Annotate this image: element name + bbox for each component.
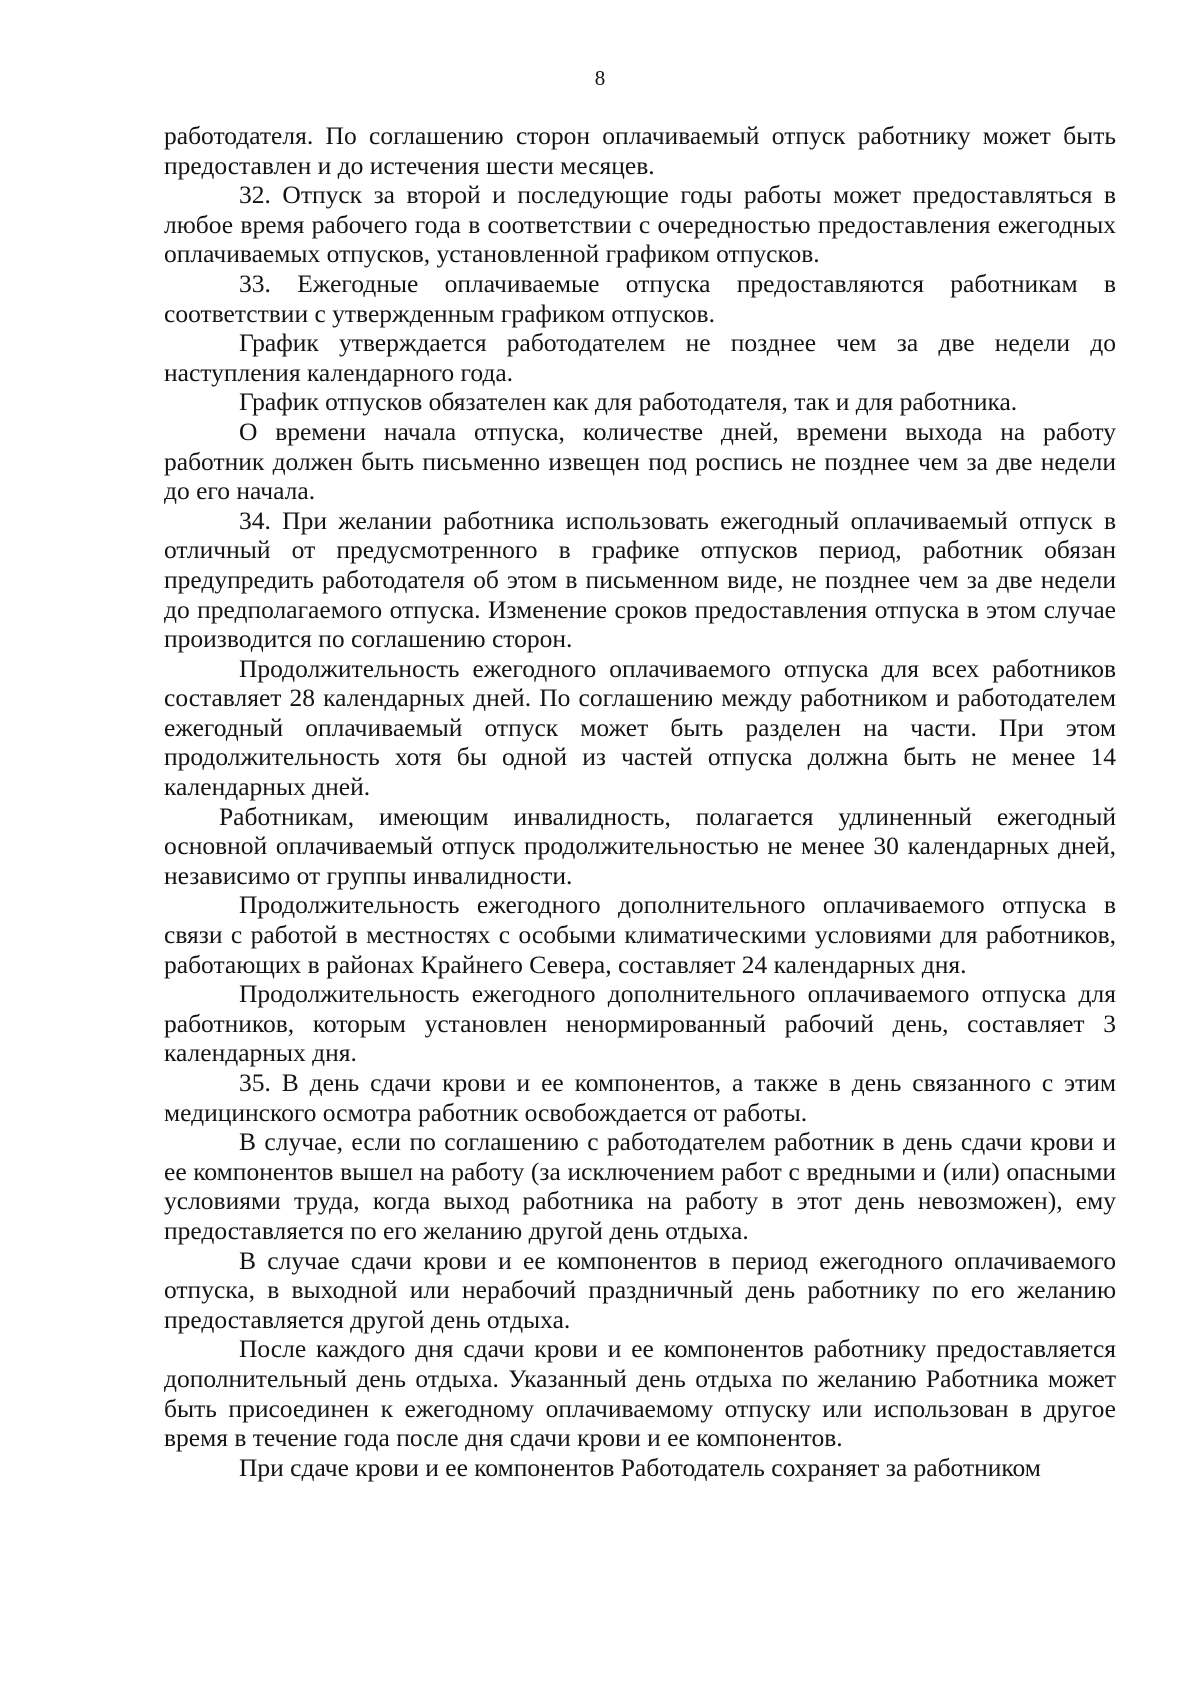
paragraph: 34. При желании работника использовать ежегодный оплачиваемый отпуск в отличный от предусмотренного в графике отпусков период, работник обязан предупредить работодателя об этом в письменном виде, не позднее чем за две недели до предполагаемого отпуска. Изменение сроков предоставления отпуска в этом случае производится по соглашению сторон.: [164, 505, 1116, 654]
paragraph: В случае сдачи крови и ее компонентов в период ежегодного оплачиваемого отпуска, в выходной или нерабочий праздничный день работнику по его желанию предоставляется другой день отдыха.: [164, 1245, 1116, 1334]
paragraph: работодателя. По соглашению сторон оплачиваемый отпуск работнику может быть предоставлен и до истечения шести месяцев.: [164, 121, 1116, 180]
document-body: [164, 121, 1116, 1482]
paragraph: Продолжительность ежегодного оплачиваемого отпуска для всех работников составляет 28 календарных дней. По соглашению между работником и работодателем ежегодный оплачиваемый отпуск может быть разделен на части. При этом продолжительность хотя бы одной из частей отпуска должна быть не менее 14 календарных дней.: [164, 653, 1116, 802]
paragraph: При сдаче крови и ее компонентов Работодатель сохраняет за работником: [239, 1452, 1041, 1482]
paragraph: О времени начала отпуска, количестве дней, времени выхода на работу работник должен быть письменно извещен под роспись не позднее чем за две недели до его начала.: [164, 416, 1116, 506]
paragraph: 33. Ежегодные оплачиваемые отпуска предоставляются работникам в соответствии с утвержденным графиком отпусков.: [164, 268, 1116, 328]
paragraph: Продолжительность ежегодного дополнительного оплачиваемого отпуска в связи с работой в местностях с особыми климатическими условиями для работников, работающих в районах Крайнего Севера, составляет 24 календарных дня.: [164, 890, 1116, 979]
paragraph: Работникам, имеющим инвалидность, полагается удлиненный ежегодный основной оплачиваемый отпуск продолжительностью не менее 30 календарных дней, независимо от группы инвалидности.: [164, 801, 1116, 890]
paragraph: После каждого дня сдачи крови и ее компонентов работнику предоставляется дополнительный день отдыха. Указанный день отдыха по желанию Работника может быть присоединен к ежегодному оплачиваемому отпуску или использован в другое время в течение года после дня сдачи крови и ее компонентов.: [164, 1334, 1116, 1453]
paragraph: Продолжительность ежегодного дополнительного оплачиваемого отпуска для работников, которым установлен ненормированный рабочий день, составляет 3 календарных дня.: [164, 979, 1116, 1068]
paragraph: График отпусков обязателен как для работодателя, так и для работника.: [239, 387, 1018, 417]
paragraph: График утверждается работодателем не позднее чем за две недели до наступления календарного года.: [164, 328, 1116, 387]
paragraph: 32. Отпуск за второй и последующие годы работы может предоставляться в любое время рабочего года в соответствии с очередностью предоставления ежегодных оплачиваемых отпусков, установленной графиком отпусков.: [164, 180, 1116, 269]
paragraph: 35. В день сдачи крови и ее компонентов, а также в день связанного с этим медицинского осмотра работник освобождается от работы.: [164, 1068, 1116, 1127]
page-number: 8: [594, 66, 606, 90]
paragraph: В случае, если по соглашению с работодателем работник в день сдачи крови и ее компонентов вышел на работу (за исключением работ с вредными и (или) опасными условиями труда, когда выход работника на работу в этот день невозможен), ему предоставляется по его желанию другой день отдыха.: [164, 1127, 1116, 1245]
